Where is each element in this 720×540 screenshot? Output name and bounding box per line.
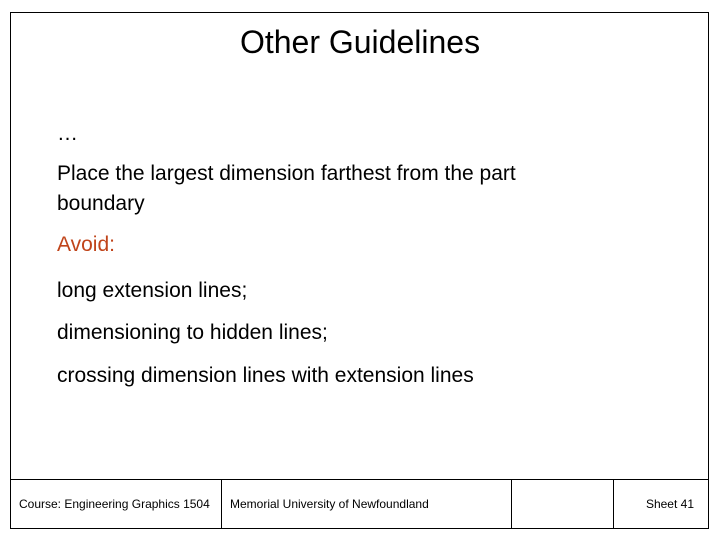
footer-sheet-number: Sheet 41 [645, 497, 694, 511]
avoid-heading: Avoid: [57, 233, 115, 256]
guideline-text-line-1: Place the largest dimension farthest from the part [57, 162, 516, 185]
avoid-item-long-extension-lines: long extension lines; [57, 279, 248, 302]
slide-title: Other Guidelines [239, 24, 481, 60]
footer-course-cell [11, 480, 221, 528]
footer-university-cell [221, 480, 511, 528]
guideline-text-line-2: boundary [57, 192, 145, 215]
footer-university-text: Memorial University of Newfoundland [230, 497, 429, 511]
avoid-item-hidden-lines: dimensioning to hidden lines; [57, 321, 328, 344]
footer-course-text: Course: Engineering Graphics 1504 [19, 497, 210, 511]
avoid-item-crossing-lines: crossing dimension lines with extension lines [57, 364, 474, 387]
slide-frame [10, 12, 709, 529]
ellipsis-text: … [57, 122, 78, 145]
footer-blank-cell [511, 480, 613, 528]
footer-sheet-cell [613, 480, 708, 528]
